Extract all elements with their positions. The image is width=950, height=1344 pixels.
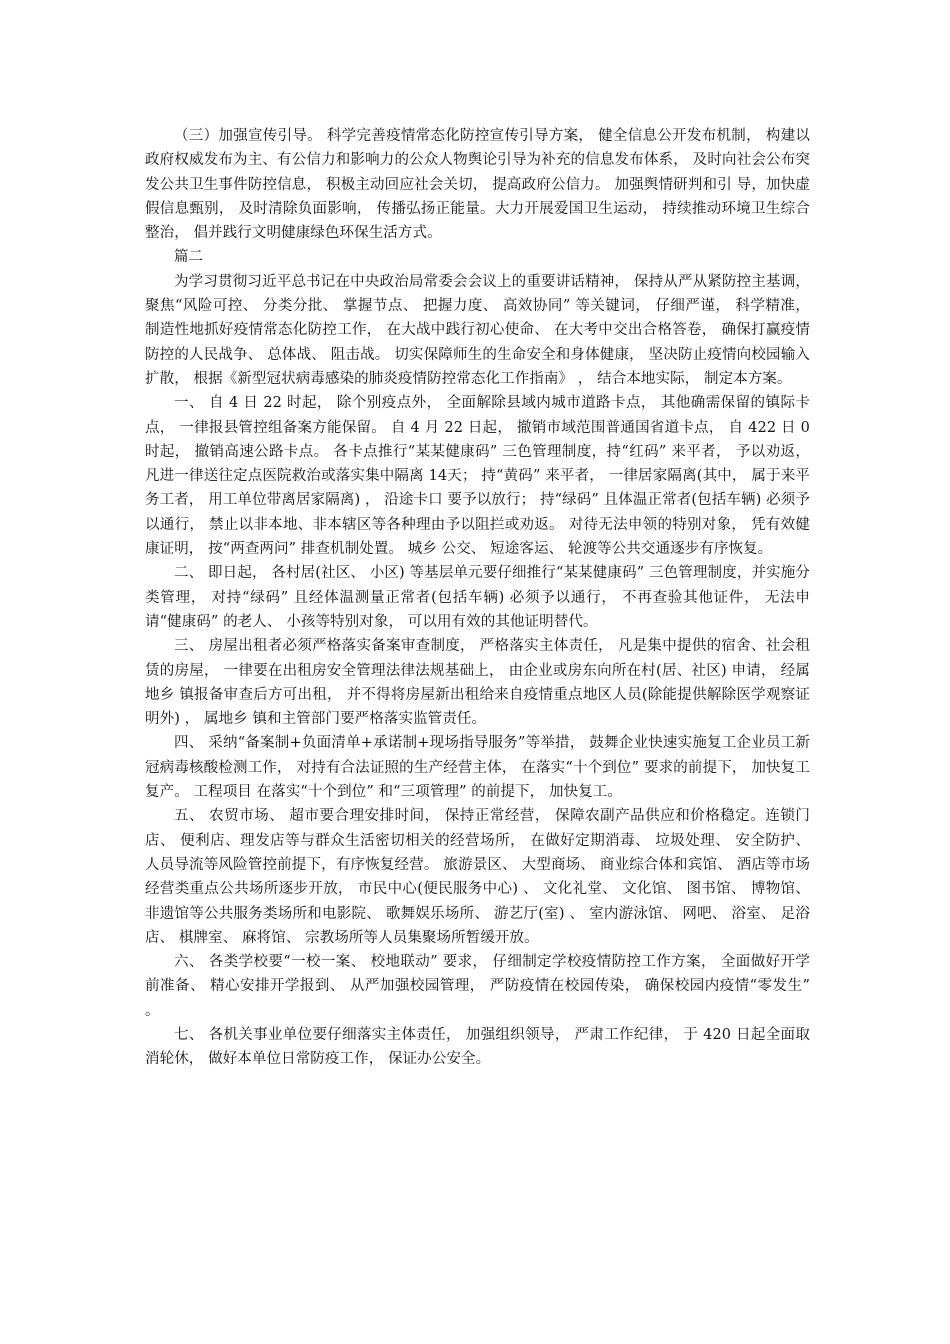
paragraph-intro: 为学习贯彻习近平总书记在中央政治局常委会会议上的重要讲话精神， 保持从严从紧防控主基调， 聚焦“风险可控、 分类分批、 掌握节点、 把握力度、 高效协同” 等关键词， 仔细严谨， 科学精准， 制造性地抓好疫情常态化防控工作， 在大战中践行初心使命、 在大考中交出合格答卷， 确保打赢疫情防控的人民战争、 总体战、 阻击战。 切实保障师生的生命安全和身体健康， 坚决防止疫情向校园输入扩散， 根据《新型冠状病毒感染的肺炎疫情防控常态化工作指南》 ， 结合本地实际， 制定本方案。 [145, 273, 810, 387]
paragraph-publicity: （三）加强宣传引导。 科学完善疫情常态化防控宣传引导方案， 健全信息公开发布机制， 构建以政府权威发布为主、有公信力和影响力的公众人物舆论引导为补充的信息发布体系， 及时向社会公布突发公共卫生事件防控信息， 积极主动回应社会关切， 提高政府公信力。 加强舆情研判和引 导，加快虚假信息甄别， 及时清除负面影响， 传播弘扬正能量。大力开展爱国卫生运动， 持续推动环境卫生综合整治， 倡并践行文明健康绿色环保生活方式。 [145, 128, 810, 242]
paragraph-item-5: 五、 农贸市场、 超市要合理安排时间， 保持正常经营， 保障农副产品供应和价格稳定。连锁门店、 便利店、理发店等与群众生活密切相关的经营场所， 在做好定期消毒、 垃圾处理、 安全防护、 人员导流等风险管控前提下，有序恢复经营。 旅游景区、 大型商场、 商业综合体和宾馆、 酒店等市场经营类重点公共场所逐步开放， 市民中心(便民服务中心) 、 文化礼堂、 文化馆、 图书馆、 博物馆、非遗馆等公共服务类场所和电影院、 歌舞娱乐场所、 游艺厅(室) 、 室内游泳馆、 网吧、 浴室、 足浴店、 棋牌室、 麻将馆、 宗教场所等人员集聚场所暂缓开放。 [145, 808, 810, 946]
paragraph-item-6: 六、 各类学校要“一校一案、 校地联动” 要求， 仔细制定学校疫情防控工作方案， 全面做好开学前准备、 精心安排开学报到、 从严加强校园管理， 严防疫情在校园传染， 确保校园内疫情“零发生” 。 [145, 954, 810, 1019]
paragraph-item-4: 四、 采纳“备案制+负面清单+承诺制+现场指导服务”等举措， 鼓舞企业快速实施复工企业员工新冠病毒核酸检测工作， 对持有合法证照的生产经营主体， 在落实“十个到位” 要求的前提下， 加快复工复产。 工程项目 在落实“十个到位” 和“三项管理” 的前提下， 加快复工。 [145, 735, 810, 801]
paragraph-item-7: 七、 各机关事业单位要仔细落实主体责任， 加强组织领导， 严肃工作纪律， 于 420 日起全面取消轮休， 做好本单位日常防疫工作， 保证办公安全。 [145, 1026, 810, 1068]
section-heading-part-two: 篇二 [174, 249, 203, 266]
paragraph-item-3: 三、 房屋出租者必须严格落实备案审查制度， 严格落实主体责任， 凡是集中提供的宿舍、社会租赁的房屋， 一律要在出租房安全管理法律法规基础上， 由企业或房东向所在村(居、社区) 申请， 经属地乡 镇报备审查后方可出租， 并不得将房屋新出租给来自疫情重点地区人员(除能提供解除医学观察证明外) ， 属地乡 镇和主管部门要严格落实监管责任。 [145, 638, 810, 728]
paragraph-item-1: 一、 自 4 日 22 时起， 除个别疫点外， 全面解除县域内城市道路卡点， 其他确需保留的镇际卡点， 一律报县管控组备案方能保留。 自 4 月 22 日起， 撤销市域范围普通国省道卡点， 自 422 日 0 时起， 撤销高速公路卡点。 各卡点推行“某某健康码” 三色管理制度，持“红码” 来平者， 予以劝返， 凡进一律送往定点医院救治或落实集中隔离 14天； 持“黄码” 来平者， 一律居家隔离(其中， 属于来平务工者， 用工单位带离居家隔离) ， 沿途卡口 要予以放行； 持“绿码” 且体温正常者(包括车辆) 必须予以通行， 禁止以非本地、非本辖区等各种理由予以阻拦或劝返。 对待无法申领的特别对象， 凭有效健康证明， 按“两查两问” 排查机制处置。 城乡 公交、 短途客运、 轮渡等公共交通逐步有序恢复。 [145, 395, 810, 558]
paragraph-item-2: 二、 即日起， 各村居(社区、 小区) 等基层单元要仔细推行“某某健康码” 三色管理制度，并实施分类管理， 对持“绿码” 且经体温测量正常者(包括车辆) 必须予以通行， 不再查验其他证件， 无法申请“健康码” 的老人、 小孩等特别对象， 可以用有效的其他证明替代。 [145, 565, 810, 630]
document-body [145, 124, 810, 1072]
